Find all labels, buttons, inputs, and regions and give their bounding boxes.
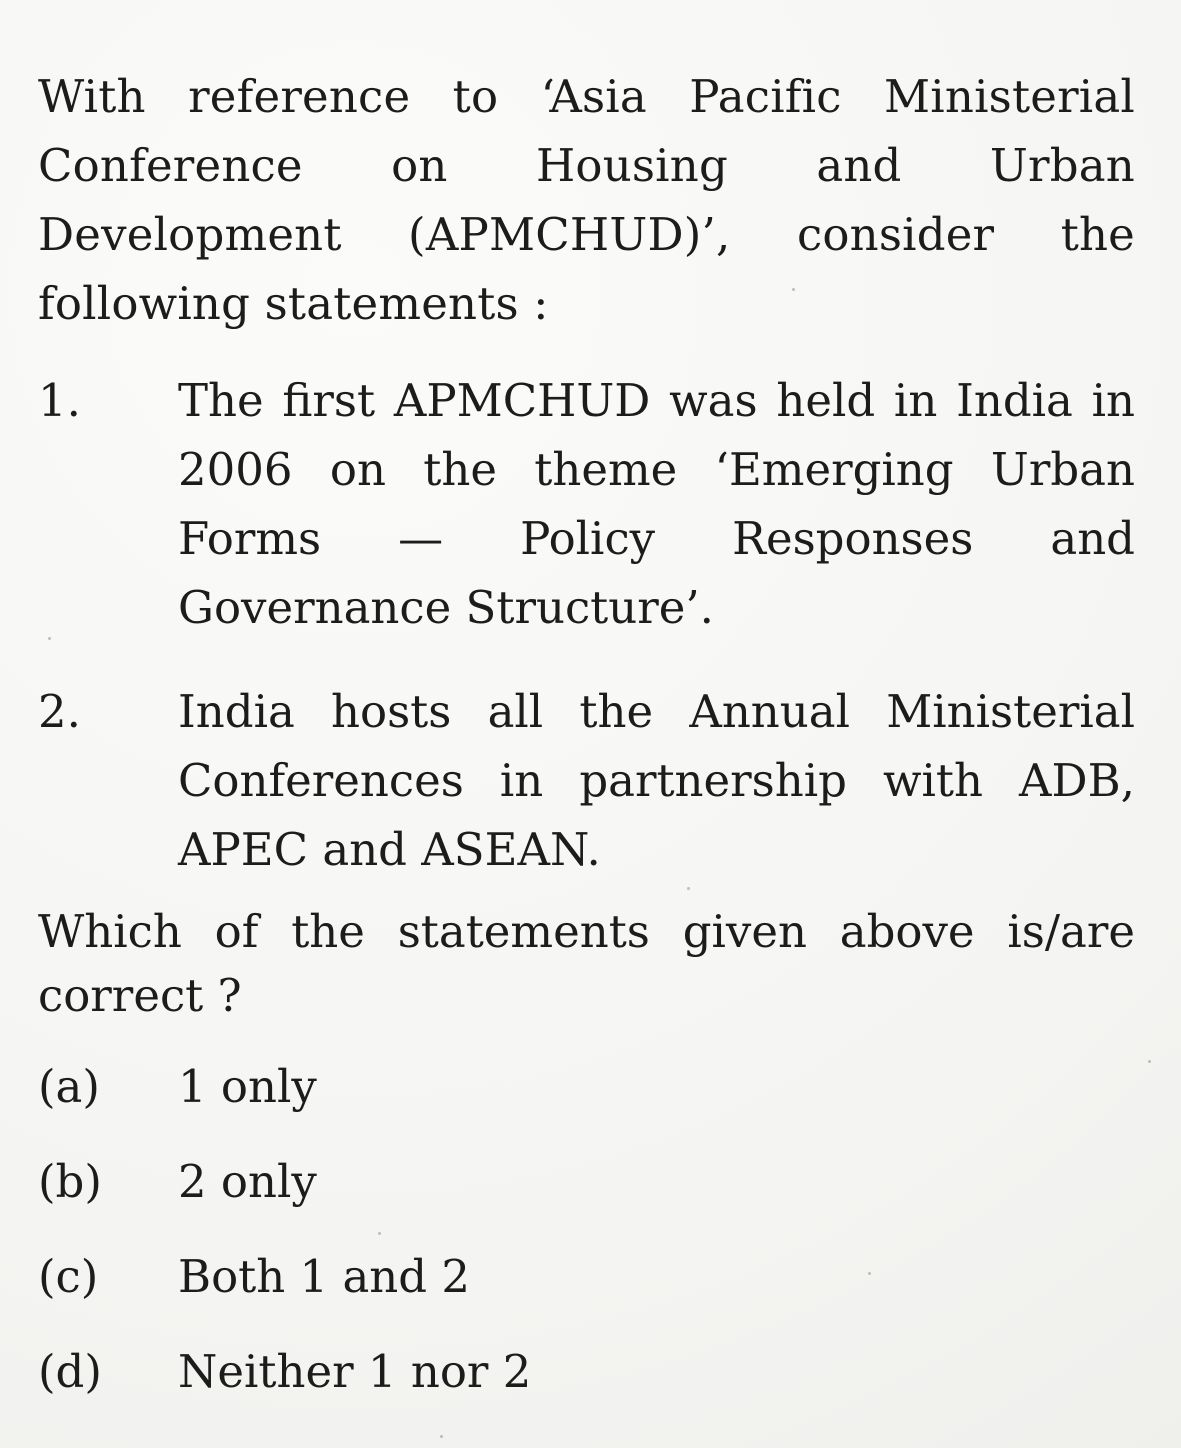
paper-speck bbox=[687, 887, 690, 890]
option-letter: (a) bbox=[38, 1060, 100, 1113]
answer-options bbox=[38, 1055, 1135, 1435]
question-prompt: Which of the statements given above is/are correct ? bbox=[38, 905, 1135, 1022]
statement-number: 2. bbox=[38, 685, 81, 738]
option-text: 1 only bbox=[178, 1060, 317, 1113]
paper-speck bbox=[378, 1232, 381, 1235]
statement-text: India hosts all the Annual Ministerial Conferences in partnership with ADB, APEC and ASEAN. bbox=[178, 685, 1135, 876]
option-a[interactable] bbox=[38, 1055, 1135, 1150]
option-c[interactable] bbox=[38, 1245, 1135, 1340]
option-b[interactable] bbox=[38, 1150, 1135, 1245]
statements-list bbox=[38, 366, 1135, 919]
option-letter: (d) bbox=[38, 1345, 102, 1398]
statement-number: 1. bbox=[38, 374, 81, 427]
paper-speck bbox=[792, 288, 795, 291]
paper-speck bbox=[1148, 1060, 1151, 1063]
statement-2 bbox=[38, 677, 1135, 884]
option-letter: (b) bbox=[38, 1155, 102, 1208]
option-d[interactable] bbox=[38, 1340, 1135, 1435]
paper-speck bbox=[868, 1272, 871, 1275]
statement-text: The first APMCHUD was held in India in 2006 on the theme ‘Emerging Urban Forms — Policy Responses and Governance Structure’. bbox=[178, 374, 1135, 634]
question-stem: With reference to ‘Asia Pacific Ministerial Conference on Housing and Urban Development (APMCHUD)’, consider the following statements : bbox=[38, 70, 1135, 330]
paper-speck bbox=[48, 637, 51, 640]
option-text: 2 only bbox=[178, 1155, 317, 1208]
option-text: Neither 1 nor 2 bbox=[178, 1345, 532, 1398]
statement-1 bbox=[38, 366, 1135, 642]
option-text: Both 1 and 2 bbox=[178, 1250, 471, 1303]
paper-speck bbox=[440, 1435, 443, 1438]
option-letter: (c) bbox=[38, 1250, 99, 1303]
